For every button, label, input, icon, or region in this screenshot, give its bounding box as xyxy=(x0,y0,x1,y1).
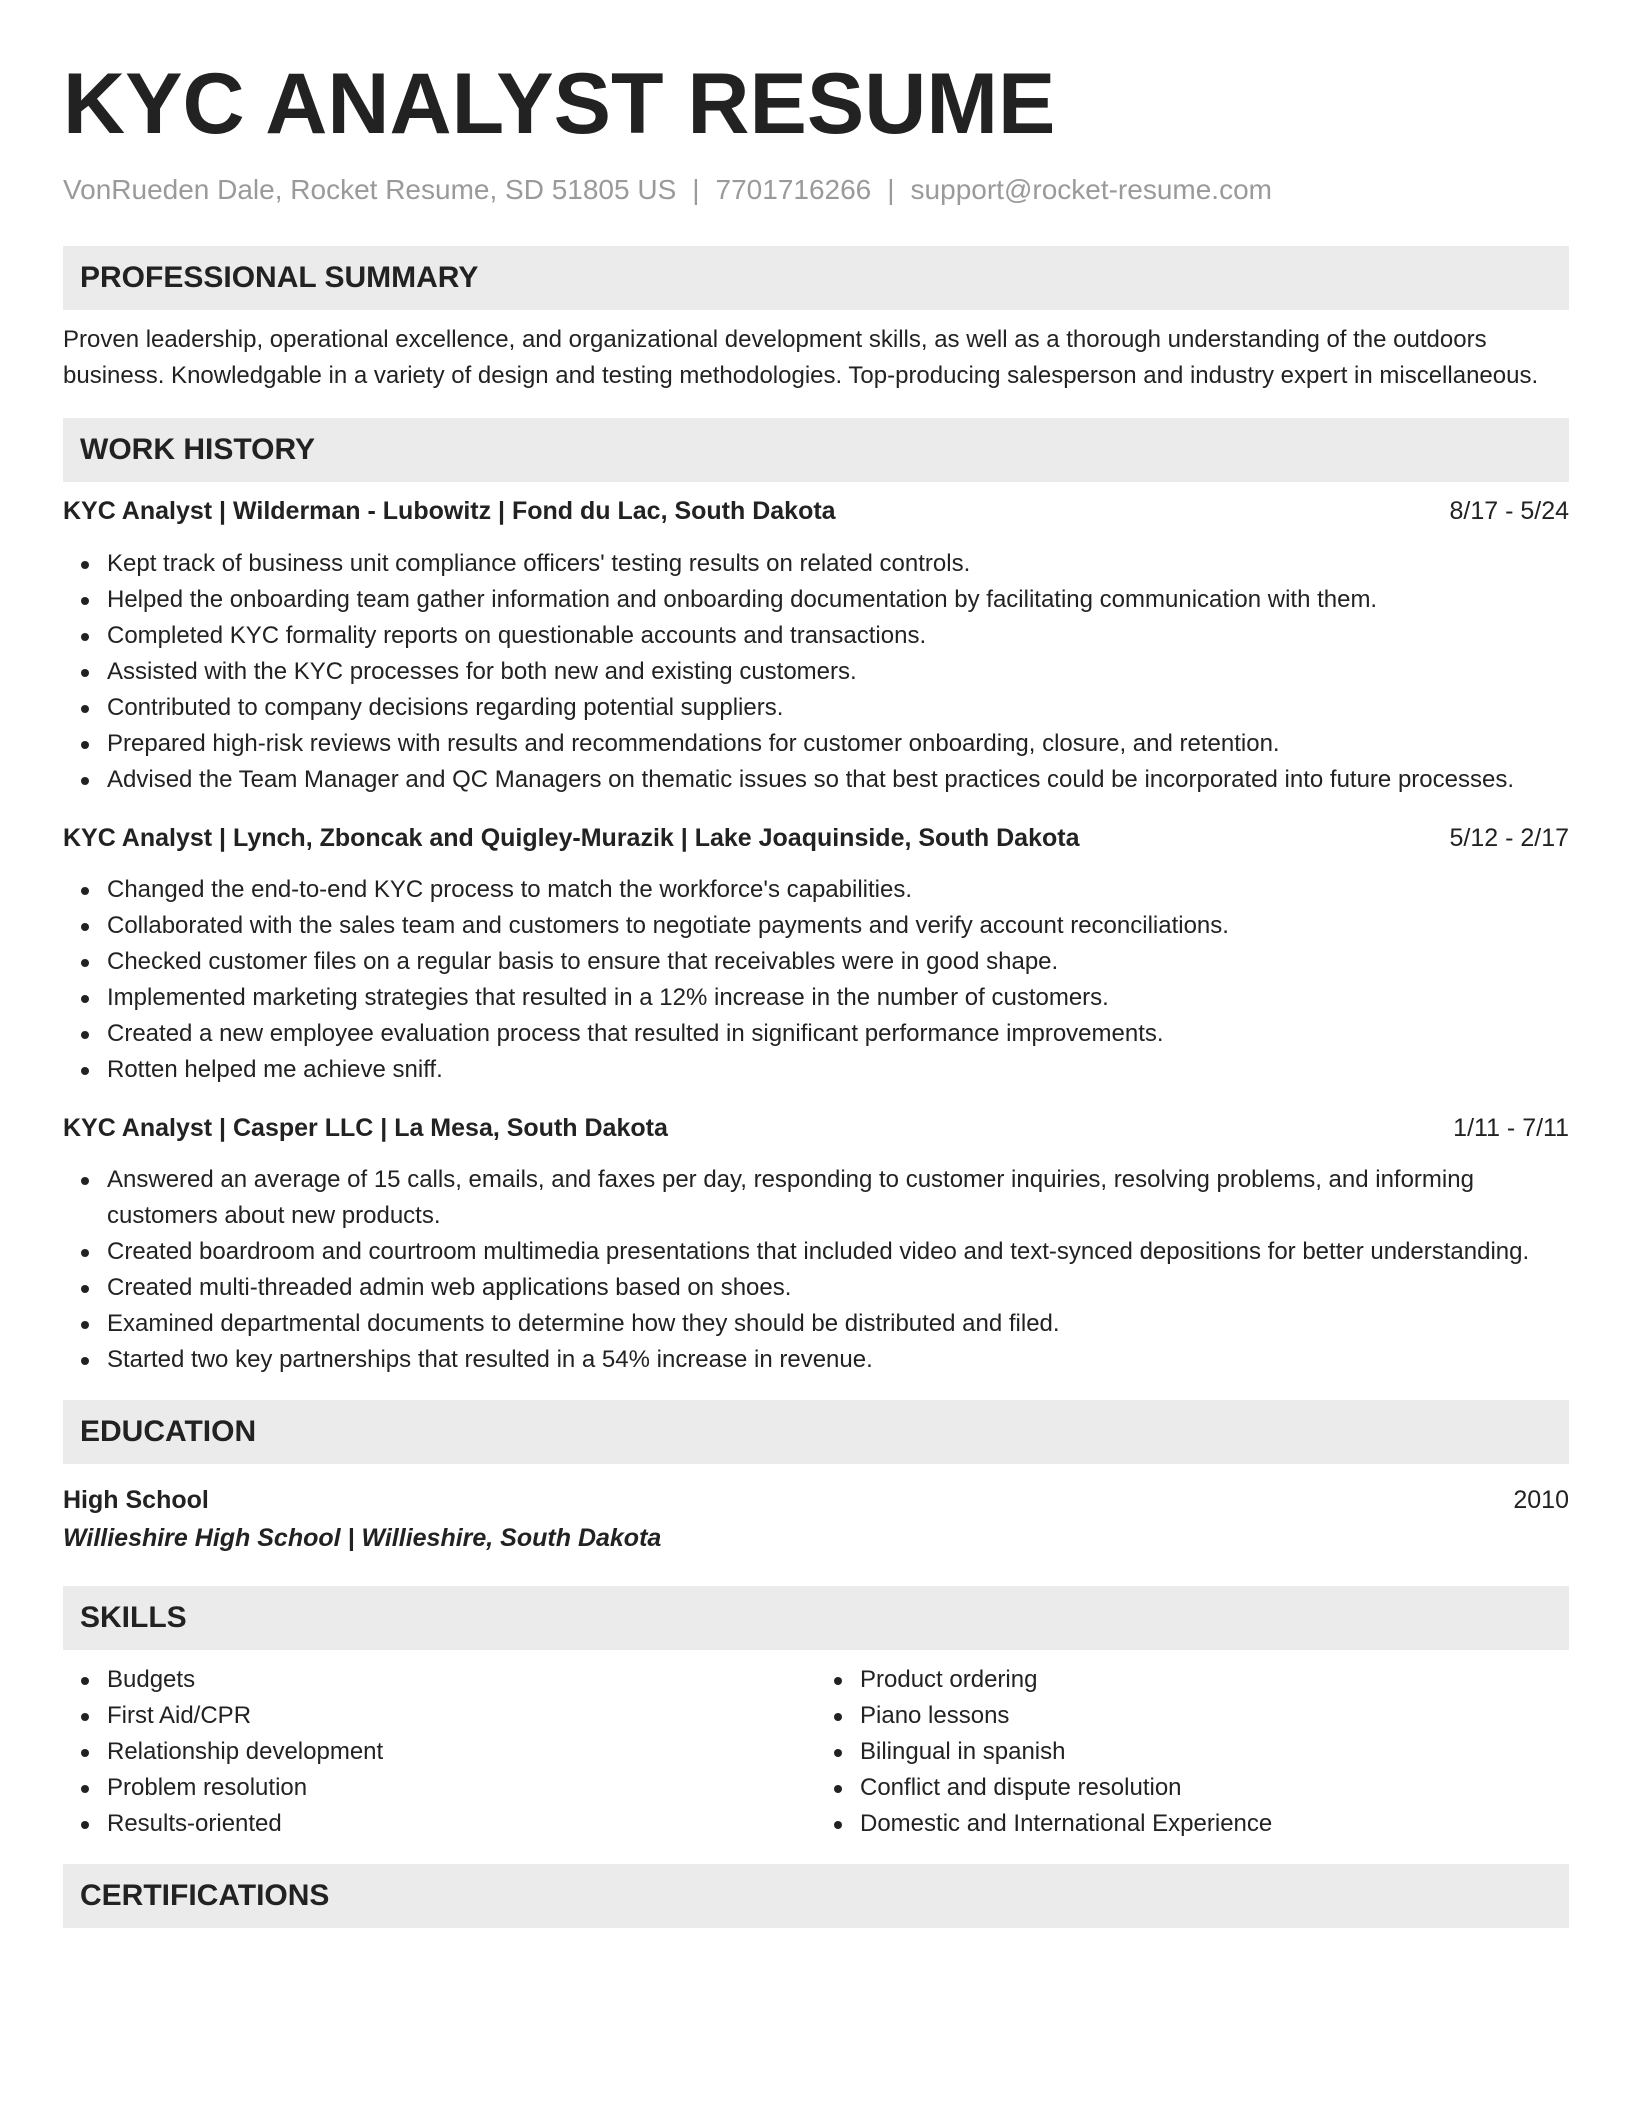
job-bullets xyxy=(63,872,1569,1088)
work-history-list xyxy=(63,493,1569,1378)
summary-text: Proven leadership, operational excellence, and organizational development skills, as well as a thorough understanding of the outdoors business. Knowledgable in a variety of design and testing methodologies. Top-producing salesperson and industry expert in miscellaneous. xyxy=(63,326,1539,389)
list-item: Created boardroom and courtroom multimedia presentations that included video and text-synced depositions for better understanding. xyxy=(107,1234,1569,1270)
list-item: Advised the Team Manager and QC Managers on thematic issues so that best practices could be incorporated into future processes. xyxy=(107,762,1569,798)
contact-address: VonRueden Dale, Rocket Resume, SD 51805 US xyxy=(63,174,677,205)
list-item: Collaborated with the sales team and customers to negotiate payments and verify account reconciliations. xyxy=(107,908,1569,944)
education-year: 2010 xyxy=(1513,1486,1569,1514)
skill-item: Conflict and dispute resolution xyxy=(860,1770,1569,1806)
contact-separator: | xyxy=(887,174,895,205)
section-header-certifications: CERTIFICATIONS xyxy=(63,1864,1569,1928)
list-item: Completed KYC formality reports on questionable accounts and transactions. xyxy=(107,618,1569,654)
list-item: Examined departmental documents to determine how they should be distributed and filed. xyxy=(107,1306,1569,1342)
skill-item: Domestic and International Experience xyxy=(860,1806,1569,1842)
job-header xyxy=(63,1110,1569,1146)
skill-item: Problem resolution xyxy=(107,1770,816,1806)
list-item: Created multi-threaded admin web applications based on shoes. xyxy=(107,1270,1569,1306)
contact-line xyxy=(63,172,1569,208)
section-header-education: EDUCATION xyxy=(63,1400,1569,1464)
skill-item: Results-oriented xyxy=(107,1806,816,1842)
list-item: Helped the onboarding team gather information and onboarding documentation by facilitating communication with them. xyxy=(107,582,1569,618)
job-entry xyxy=(63,1110,1569,1378)
skill-item: Piano lessons xyxy=(860,1698,1569,1734)
skill-item: Budgets xyxy=(107,1662,816,1698)
skills-list xyxy=(816,1662,1569,1842)
section-header-summary: PROFESSIONAL SUMMARY xyxy=(63,246,1569,310)
skill-item: Product ordering xyxy=(860,1662,1569,1698)
list-item: Assisted with the KYC processes for both new and existing customers. xyxy=(107,654,1569,690)
contact-email[interactable]: support@rocket-resume.com xyxy=(910,174,1272,205)
job-dates: 5/12 - 2/17 xyxy=(1449,824,1569,852)
resume-title: KYC ANALYST RESUME xyxy=(63,56,1056,152)
skills-column-left xyxy=(63,1662,816,1842)
list-item: Prepared high-risk reviews with results and recommendations for customer onboarding, closure, and retention. xyxy=(107,726,1569,762)
education-entry xyxy=(63,1482,1569,1518)
list-item: Changed the end-to-end KYC process to match the workforce's capabilities. xyxy=(107,872,1569,908)
job-bullets xyxy=(63,546,1569,798)
list-item: Checked customer files on a regular basis to ensure that receivables were in good shape. xyxy=(107,944,1569,980)
contact-phone: 7701716266 xyxy=(715,174,872,205)
list-item: Implemented marketing strategies that resulted in a 12% increase in the number of customers. xyxy=(107,980,1569,1016)
job-dates: 1/11 - 7/11 xyxy=(1453,1114,1569,1142)
job-title: KYC Analyst | Lynch, Zboncak and Quigley-Murazik | Lake Joaquinside, South Dakota xyxy=(63,824,1080,852)
list-item: Kept track of business unit compliance officers' testing results on related controls. xyxy=(107,546,1569,582)
skill-item: Bilingual in spanish xyxy=(860,1734,1569,1770)
skills-grid xyxy=(63,1662,1569,1842)
skill-item: Relationship development xyxy=(107,1734,816,1770)
list-item: Answered an average of 15 calls, emails, and faxes per day, responding to customer inquiries, resolving problems, and informing customers about new products. xyxy=(107,1162,1569,1234)
list-item: Contributed to company decisions regarding potential suppliers. xyxy=(107,690,1569,726)
education-school: Willieshire High School | Willieshire, South Dakota xyxy=(63,1524,662,1552)
job-title: KYC Analyst | Casper LLC | La Mesa, South Dakota xyxy=(63,1114,668,1142)
job-bullets xyxy=(63,1162,1569,1378)
job-entry xyxy=(63,493,1569,798)
job-header xyxy=(63,493,1569,529)
job-entry xyxy=(63,820,1569,1088)
skills-column-right xyxy=(816,1662,1569,1842)
list-item: Rotten helped me achieve sniff. xyxy=(107,1052,1569,1088)
contact-separator: | xyxy=(692,174,700,205)
education-degree: High School xyxy=(63,1486,209,1514)
section-header-work-history: WORK HISTORY xyxy=(63,418,1569,482)
job-title: KYC Analyst | Wilderman - Lubowitz | Fond du Lac, South Dakota xyxy=(63,497,836,525)
skill-item: First Aid/CPR xyxy=(107,1698,816,1734)
job-dates: 8/17 - 5/24 xyxy=(1449,497,1569,525)
list-item: Started two key partnerships that resulted in a 54% increase in revenue. xyxy=(107,1342,1569,1378)
list-item: Created a new employee evaluation process that resulted in significant performance improvements. xyxy=(107,1016,1569,1052)
job-header xyxy=(63,820,1569,856)
skills-list xyxy=(63,1662,816,1842)
section-header-skills: SKILLS xyxy=(63,1586,1569,1650)
